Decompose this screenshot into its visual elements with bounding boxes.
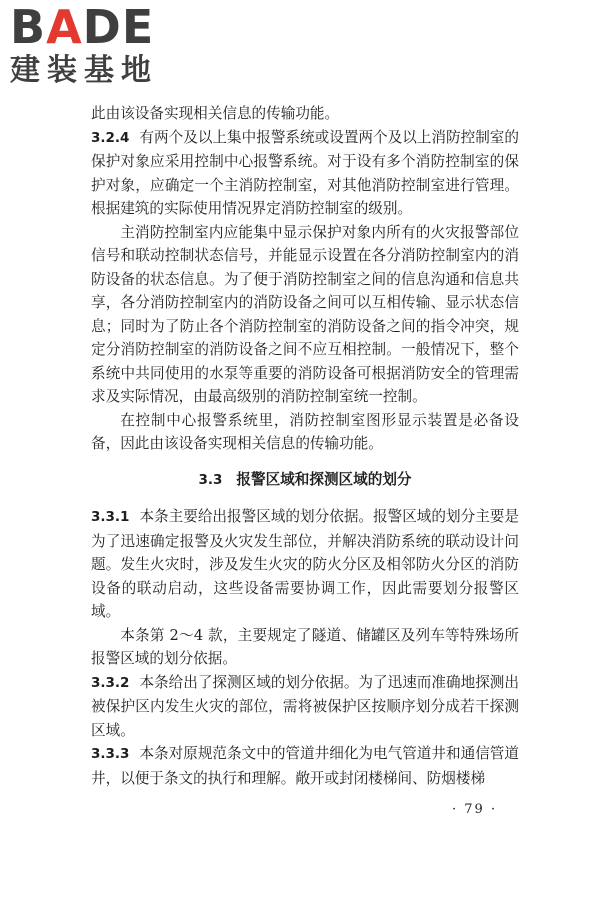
clause-text: 有两个及以上集中报警系统或设置两个及以上消防控制室的保护对象应采用控制中心报警系统。对于设有多个消防控制室的保护对象，应确定一个主消防控制室，对其他消防控制室进行管理。根据建筑的实际使用情况界定消防控制室的级别。 [91,128,519,217]
logo-letters-de: DE [82,0,155,54]
section-heading [91,468,519,493]
logo-wordmark [10,0,178,54]
clause-3-3-1 [91,505,519,624]
bade-logo [10,0,178,96]
section-number: 3.3 [198,471,223,488]
section-title: 报警区域和探测区域的划分 [236,470,412,488]
clause-3-3-3 [91,742,519,790]
clause-number: 3.3.2 [91,674,130,691]
paragraph-main-control-room [91,221,519,409]
clause-text: 本条主要给出报警区域的划分依据。报警区域的划分主要是为了迅速确定报警及火灾发生部位，并解决消防系统的联动设计问题。发生火灾时，涉及发生火灾的防火分区及相邻防火分区的消防设备的联动启动，这些设备需要协调工作，因此需要划分报警区域。 [91,508,519,620]
paragraph-text: 在控制中心报警系统里，消防控制室图形显示装置是必备设备，因此由该设备实现相关信息的传输功能。 [91,411,519,452]
page-number: · 79 · [452,802,498,817]
clause-number: 3.2.4 [91,129,130,146]
clause-text: 本条给出了探测区域的划分依据。为了迅速而准确地探测出被保护区内发生火灾的部位，需将被保护区按顺序划分成若干探测区域。 [91,673,519,739]
logo-chinese-name: 建装基地 [10,53,158,88]
clause-3-2-4 [91,126,519,221]
paragraph-text: 主消防控制室内应能集中显示保护对象内所有的火灾报警部位信号和联动控制状态信号，并能显示设置在各分消防控制室内的消防设备的状态信息。为了便于消防控制室之间的信息沟通和信息共享，各分消防控制室内的消防设备之间可以互相传输、显示状态信息；同时为了防止各个消防控制室的消防设备之间的指令冲突，规定分消防控制室的消防设备之间不应互相控制。一般情况下，整个系统中共同使用的水泵等重要的消防设备可根据消防安全的管理需求及实际情况，由最高级别的消防控制室统一控制。 [91,223,519,405]
paragraph-continuation [91,102,519,126]
paragraph-graphic-display [91,409,519,456]
clause-3-3-2 [91,671,519,743]
paragraph-text: 此由该设备实现相关信息的传输功能。 [91,105,340,122]
logo-letter-b: B [10,0,47,54]
clause-number: 3.3.3 [91,746,130,762]
clause-number: 3.3.1 [91,509,130,525]
paragraph-text: 本条第 2～4 款，主要规定了隧道、储罐区及列车等特殊场所报警区域的划分依据。 [91,626,519,667]
paragraph-special-areas [91,624,519,671]
logo-letter-a-accent: A [46,0,83,54]
clause-text: 本条对原规范条文中的管道井细化为电气管道井和通信管道井，以便于条文的执行和理解。敞开或封闭楼梯间、防烟楼梯 [91,745,519,787]
page-body [91,102,519,790]
